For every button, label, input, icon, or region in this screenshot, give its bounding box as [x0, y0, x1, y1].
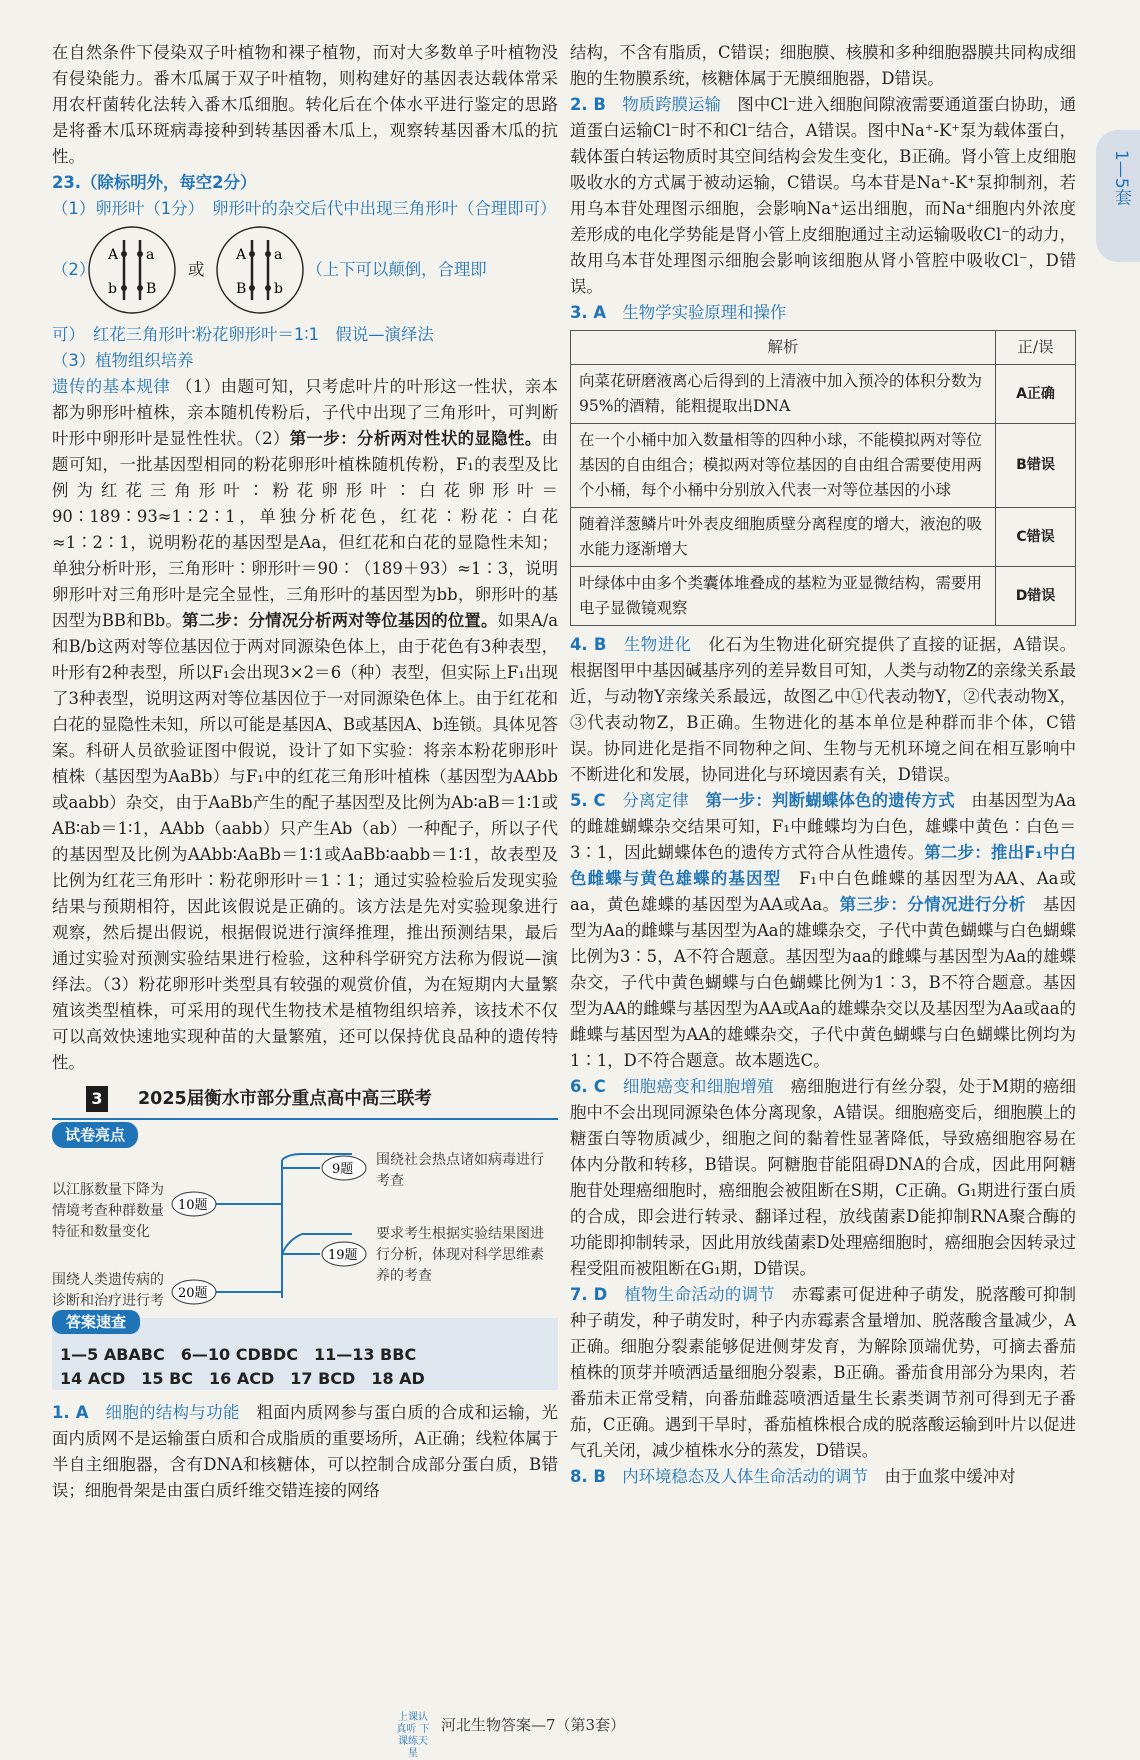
answer-line-2: 14 ACD 15 BC 16 ACD 17 BCD 18 AD	[60, 1369, 425, 1388]
q23-step2: 第二步：分情况分析两对等位基因的位置。	[182, 611, 498, 630]
q1-block	[52, 1400, 558, 1504]
table-cell-text: 随着洋葱鳞片叶外表皮细胞质壁分离程度的增大，液泡的吸水能力逐渐增大	[571, 508, 996, 567]
q7-analysis	[570, 1282, 1076, 1464]
exam-header	[52, 1080, 558, 1120]
table-cell-verdict: D错误	[996, 567, 1076, 626]
g1-b: b	[108, 281, 117, 297]
q23-answer-2-label: （2）	[52, 260, 96, 279]
q2-topic-tag: 物质跨膜运输	[622, 95, 721, 114]
footer-logo: 上课认真听 下课练天星	[396, 1712, 430, 1759]
q8-text: 由于血浆中缓冲对	[884, 1467, 1016, 1486]
chapter-side-tab	[1096, 130, 1140, 262]
q3-topic-tag: 生物学实验原理和操作	[622, 303, 787, 322]
table-row	[571, 424, 1076, 508]
table-row	[571, 567, 1076, 626]
mm-node-9: 9题	[332, 1162, 354, 1177]
q5-step2: 第二步：推出F₁中白色雌蝶与黄色雄蝶的基因型	[570, 843, 1077, 888]
q1-continued: 结构，不含有脂质，C错误；细胞膜、核膜和多种细胞器膜共同构成细胞的生物膜系统，核糖体属于无膜细胞器，D错误。	[570, 43, 1076, 88]
q23-analysis	[52, 374, 558, 1076]
q5-analysis	[570, 788, 1076, 1074]
q5-step3: 第三步：分情况进行分析	[839, 895, 1026, 914]
answer-key-box	[52, 1313, 558, 1390]
q23-analysis-part2: 由题可知，一批基因型相同的粉花卵形叶植株随机传粉，F₁的表型及比例为红花三角形叶∶粉花卵形叶∶白花卵形叶＝90∶189∶93≈1∶2∶1，单独分析花色，红花∶粉花∶白花≈1∶2∶1，说明粉花的基因型是Aa，但红花和白花的显隐性未知；单独分析叶形，三角形叶∶卵形叶＝90∶（189＋93）≈1∶3，说明卵形叶对三角形叶是完全显性，三角形叶的基因型为bb，卵形叶的基因型为BB和Bb。	[52, 429, 559, 630]
q7-topic-tag: 植物生命活动的调节	[624, 1285, 776, 1304]
mm-text-9: 围绕社会热点诸如病毒进行考查	[376, 1152, 544, 1189]
g2-b: b	[274, 281, 284, 297]
intro-paragraph: 在自然条件下侵染双子叶植物和裸子植物，而对大多数单子叶植物没有侵染能力。番木瓜属于双子叶植物，则构建好的基因表达载体常采用农杆菌转化法转入番木瓜细胞。转化后在个体水平进行鉴定的思路是将番木瓜环斑病毒接种到转基因番木瓜上，观察转基因番木瓜的抗性。	[52, 43, 558, 166]
table-header-analysis: 解析	[571, 331, 996, 365]
g2-a: a	[274, 247, 283, 263]
q3-heading	[570, 300, 1076, 326]
q23-answer-3: （3）植物组织培养	[52, 351, 194, 370]
q23-topic-tag: 遗传的基本规律	[52, 377, 171, 396]
table-header-verdict: 正/误	[996, 331, 1076, 365]
q5-step1: 第一步：判断蝴蝶体色的遗传方式	[705, 791, 955, 810]
q4-topic-tag: 生物进化	[623, 635, 692, 654]
q5-text3: 基因型为Aa的雌蝶与基因型为Aa的雄蝶杂交，子代中黄色蝴蝶与白色蝴蝶比例为3∶5，A不符合题意。基因型为aa的雌蝶与基因型为Aa的雄蝶杂交，子代中黄色蝴蝶与白色蝴蝶比例为1∶3，B不符合题意。基因型为AA的雌蝶与基因型为AA或Aa的雄蝶杂交以及基因型为Aa或aa的雌蝶与基因型为AA的雄蝶杂交，子代中黄色蝴蝶与白色蝴蝶比例均为1∶1，D不符合题意。故本题选C。	[570, 895, 1077, 1070]
mm-node-10: 10题	[178, 1198, 208, 1213]
table-cell-verdict: B错误	[996, 424, 1076, 508]
page-footer	[395, 1712, 626, 1759]
chromosome-diagram-2	[214, 224, 306, 316]
table-row	[571, 365, 1076, 424]
answer-key-tag: 答案速查	[52, 1310, 140, 1334]
q23-answer-2-tail: （上下可以颠倒，合理即	[306, 260, 487, 279]
right-column	[570, 40, 1076, 1490]
q23-analysis-part3: 如果A/a和B/b这两对等位基因位于两对同源染色体上，由于花色有3种表型，叶形有2种表型，所以F₁会出现3×2＝6（种）表型，但实际上F₁出现了3种表型，说明这两对等位基因位于一对同源染色体上。由于红花和白花的显隐性未知，所以可能是基因A、B或基因A、b连锁。具体见答案。科研人员欲验证图中假说，设计了如下实验：将亲本粉花卵形叶植株（基因型为AaBb）与F₁中的红花三角形叶植株（基因型为AAbb或aabb）杂交，由于AaBb产生的配子基因型及比例为Ab∶aB＝1∶1或AB∶ab＝1∶1，AAbb（aabb）只产生Ab（ab）一种配子，所以子代的基因型及比例为AAbb∶AaBb＝1∶1或AaBb∶aabb＝1∶1，故表型及比例为红花三角形叶∶粉花卵形叶＝1∶1；通过实验检验后发现实验结果与预期相符，因此该假说是正确的。该方法是先对实验现象进行观察，然后提出假说，根据假说进行演绎推理，推出预测结果，最后通过实验对预测实验结果进行检验，这种科学研究方法称为假说—演绎法。（3）粉花卵形叶类型具有较强的观赏价值，为在短期内大量繁殖该类型植株，可采用的现代生物技术是植物组织培养，该技术不仅可以高效快速地实现种苗的大量繁殖，还可以保持优良品种的遗传特性。	[52, 611, 559, 1072]
side-tab-label: 1—5套	[1111, 150, 1131, 206]
exam-highlights-tag: 试卷亮点	[52, 1122, 138, 1148]
q1-text: 粗面内质网参与蛋白质的合成和运输，光面内质网不是运输蛋白质和合成脂质的重要场所，A正确；线粒体属于半自主细胞器，含有DNA和核糖体，可以控制合成部分蛋白质，B错误；细胞骨架是由蛋白质纤维交错连接的网络	[52, 1403, 559, 1500]
q23-genotype-row	[52, 228, 558, 312]
q4-text: 化石为生物进化研究提供了直接的证据，A错误。根据图甲中基因碱基序列的差异数目可知，人类与动物Z的亲缘关系最近，与动物Y亲缘关系最远，故图乙中①代表动物Y，②代表动物X，③代表动物Z，B正确。生物进化的基本单位是种群而非个体，C错误。协同进化是指不同物种之间、生物与无机环境之间在相互影响中不断进化和发展，协同进化与环境因素有关，D错误。	[570, 635, 1077, 784]
q1-topic-tag: 细胞的结构与功能	[105, 1403, 240, 1422]
q8-topic-tag: 内环境稳态及人体生命活动的调节	[622, 1467, 869, 1486]
mm-node-19: 19题	[328, 1248, 358, 1263]
g1-a: a	[146, 247, 155, 263]
q23-or: 或	[188, 260, 205, 279]
mm-text-20: 围绕人类遗传病的诊断和治疗进行考	[52, 1272, 164, 1309]
table-cell-text: 在一个小桶中加入数量相等的四种小球，不能模拟两对等位基因的自由组合；模拟两对等位基因的自由组合需要使用两个小桶，每个小桶中分别放入代表一对等位基因的小球	[571, 424, 996, 508]
q5-topic-tag: 分离定律	[622, 791, 689, 810]
left-column	[52, 40, 558, 1076]
table-cell-verdict: C错误	[996, 508, 1076, 567]
q6-number: 6. C	[570, 1077, 606, 1096]
q2-number: 2. B	[570, 95, 606, 114]
q23-answer-2-line: 可） 红花三角形叶∶粉花卵形叶＝1∶1 假说—演绎法	[52, 325, 434, 344]
footer-text: 河北生物答案—7（第3套）	[441, 1716, 626, 1734]
q3-number: 3. A	[570, 303, 607, 322]
g2-A: A	[236, 247, 247, 263]
q5-text2: F₁中白色雌蝶的基因型为AA、Aa或aa，黄色雄蝶的基因型为AA或Aa。	[570, 869, 1077, 914]
q8-analysis	[570, 1464, 1076, 1490]
g1-A: A	[108, 247, 119, 263]
q1-analysis	[52, 1400, 558, 1504]
q7-text: 赤霉素可促进种子萌发，脱落酸可抑制种子萌发，种子萌发时，种子内赤霉素含量增加、脱落酸含量减少，A正确。细胞分裂素能够促进侧芽发育，为解除顶端优势，可摘去番茄植株的顶芽并喷洒适量细胞分裂素，B正确。番茄食用部分为果肉，若番茄未正常受精，向番茄雌蕊喷洒适量生长素类调节剂可得到无子番茄，C正确。遇到干旱时，番茄植株根合成的脱落酸运输到叶片以促进气孔关闭，减少植株水分的蒸发，D错误。	[570, 1285, 1077, 1460]
mm-text-19: 要求考生根据实验结果图进行分析，体现对科学思维素养的考查	[376, 1226, 544, 1284]
table-cell-text: 叶绿体中由多个类囊体堆叠成的基粒为亚显微结构，需要用电子显微镜观察	[571, 567, 996, 626]
q5-text1: 由基因型为Aa的雌雄蝴蝶杂交结果可知，F₁中雌蝶均为白色，雄蝶中黄色∶白色＝3∶1，因此蝴蝶体色的遗传方式符合从性遗传。	[570, 791, 1077, 862]
g2-B: B	[236, 281, 247, 297]
q23-heading: 23.（除标明外，每空2分）	[52, 173, 257, 192]
q4-number: 4. B	[570, 635, 607, 654]
exam-number-badge: 3	[86, 1086, 108, 1112]
g1-B: B	[146, 281, 157, 297]
q4-analysis	[570, 632, 1076, 788]
chromosome-diagram-1	[86, 224, 178, 316]
q7-number: 7. D	[570, 1285, 608, 1304]
table-row	[571, 508, 1076, 567]
q5-number: 5. C	[570, 791, 606, 810]
table-cell-verdict: A正确	[996, 365, 1076, 424]
q23-answer-1: （1）卵形叶（1分） 卵形叶的杂交后代中出现三角形叶（合理即可）	[52, 199, 557, 218]
q1-number: 1. A	[52, 1403, 89, 1422]
q6-analysis	[570, 1074, 1076, 1282]
q8-number: 8. B	[570, 1467, 606, 1486]
q6-text: 癌细胞进行有丝分裂，处于M期的癌细胞中不会出现同源染色体分离现象，A错误。细胞癌变后，细胞膜上的糖蛋白等物质减少，细胞之间的黏着性显著降低，导致癌细胞容易在体内分散和转移，B错误。阿糖胞苷能阻碍DNA的合成，因此用阿糖胞苷处理癌细胞时，癌细胞会被阻断在S期，C正确。G₁期进行蛋白质的合成，即会进行转录、翻译过程，放线菌素D能抑制RNA聚合酶的功能即抑制转录，因此用放线菌素D处理癌细胞时，癌细胞会因转录过程受阻而被阻断在G₁期，D错误。	[570, 1077, 1077, 1278]
q23-step1: 第一步：分析两对性状的显隐性。	[289, 429, 542, 448]
mm-text-10: 以江豚数量下降为情境考查种群数量特征和数量变化	[52, 1182, 164, 1240]
exam-title: 2025届衡水市部分重点高中高三联考	[138, 1089, 432, 1109]
q23-analysis-part1: （1）由题可知，只考虑叶片的叶形这一性状，亲本都为卵形叶植株，亲本随机传粉后，子代中出现了三角形叶，可判断叶形中卵形叶是显性性状。（2）	[52, 377, 559, 448]
table-cell-text: 向菜花研磨液离心后得到的上清液中加入预冷的体积分数为95%的酒精，能粗提取出DNA	[571, 365, 996, 424]
highlights-mindmap	[52, 1150, 558, 1310]
table-header-row	[571, 331, 1076, 365]
q2-text: 图中Cl⁻进入细胞间隙液需要通道蛋白协助，通道蛋白运输Cl⁻时不和Cl⁻结合，A错误。图中Na⁺-K⁺泵为载体蛋白，载体蛋白转运物质时其空间结构会发生变化，B正确。肾小管上皮细胞吸收水的方式属于被动运输，C错误。乌本苷是Na⁺-K⁺泵抑制剂，若用乌本苷处理图示细胞，会影响Na⁺运出细胞，而Na⁺细胞内外浓度差形成的电化学势能是肾小管上皮细胞通过主动运输吸收Cl⁻的动力，故用乌本苷处理图示细胞会影响该细胞从肾小管腔中吸收Cl⁻，D错误。	[570, 95, 1077, 296]
q6-topic-tag: 细胞癌变和细胞增殖	[622, 1077, 774, 1096]
q2-analysis	[570, 92, 1076, 300]
q3-analysis-table	[570, 330, 1076, 626]
answer-line-1: 1—5 ABABC 6—10 CDBDC 11—13 BBC	[60, 1345, 417, 1364]
mm-node-20: 20题	[178, 1286, 208, 1301]
